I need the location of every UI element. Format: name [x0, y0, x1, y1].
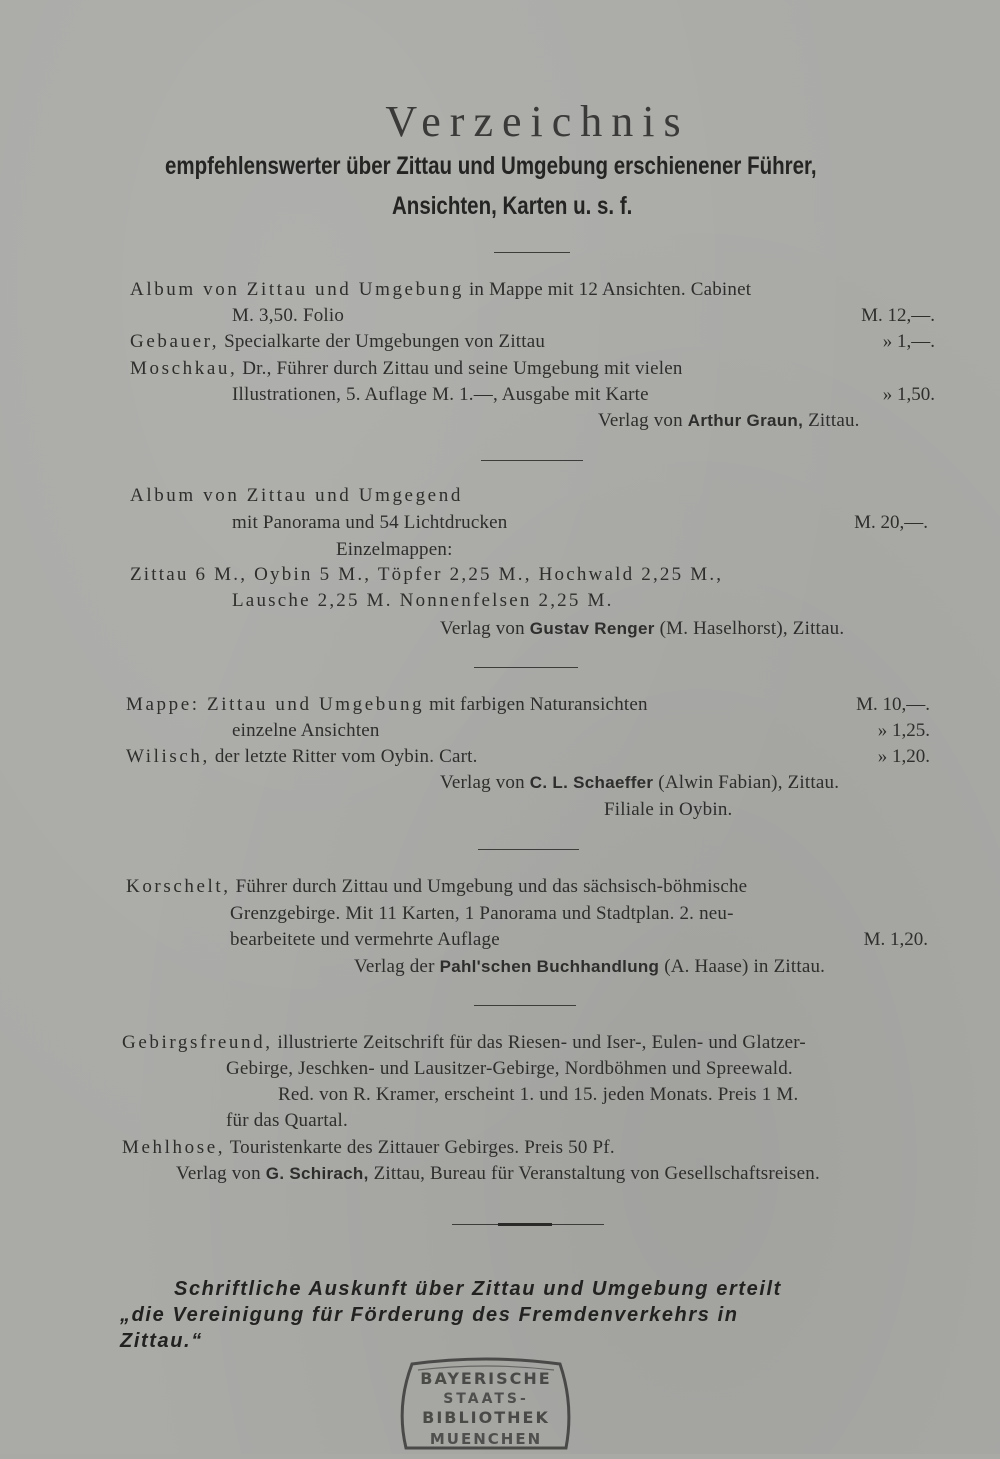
- price: M. 12,—.: [861, 305, 935, 326]
- entry-text: einzelne Ansichten: [232, 720, 380, 741]
- publisher-suffix: (M. Haselhorst), Zittau.: [659, 618, 845, 639]
- publisher-prefix: Verlag der: [354, 956, 435, 977]
- publisher-name: G. Schirach,: [265, 1164, 369, 1183]
- entry-name: Gebirgsfreund,: [122, 1032, 273, 1053]
- entry-text: bearbeitete und vermehrte Auflage: [230, 929, 500, 950]
- publisher-suffix: (A. Haase) in Zittau.: [664, 956, 826, 977]
- entry-text: M. 3,50. Folio: [232, 305, 345, 326]
- divider: [478, 849, 579, 850]
- entry-text: Einzelmappen:: [336, 539, 453, 560]
- footer-line-2: „die Vereinigung für Förderung des Fremdenverkehrs in: [120, 1304, 739, 1326]
- entry-text: für das Quartal.: [226, 1110, 348, 1131]
- publisher-line: [440, 618, 844, 640]
- entry-text: Specialkarte der Umgebungen von Zittau: [224, 331, 546, 352]
- page-title: Verzeichnis: [385, 97, 690, 146]
- entry-line: [122, 1137, 615, 1159]
- entry-text: illustrierte Zeitschrift für das Riesen- und Iser-, Eulen- und Glatzer-: [277, 1032, 806, 1053]
- price: M. 1,20.: [863, 929, 928, 950]
- entry-name: Moschkau,: [130, 358, 238, 379]
- entry-name: Album von Zittau und Umgebung: [130, 279, 464, 300]
- publisher-suffix: Zittau, Bureau für Veranstaltung von Gesellschaftsreisen.: [373, 1163, 820, 1184]
- entry-text: Zittau 6 M., Oybin 5 M., Töpfer 2,25 M., Hochwald 2,25 M.,: [130, 564, 724, 585]
- price: M. 20,—.: [854, 512, 928, 533]
- subtitle-line-2: Ansichten, Karten u. s. f.: [392, 192, 633, 220]
- entry-line: [122, 1032, 806, 1054]
- publisher-prefix: Verlag von: [176, 1163, 261, 1184]
- entry-text: Red. von R. Kramer, erscheint 1. und 15. jeden Monats. Preis 1 M.: [278, 1084, 799, 1105]
- entry-text: in Mappe mit 12 Ansichten. Cabinet: [468, 279, 752, 300]
- entry-line: [126, 876, 747, 898]
- entry-name: Wilisch,: [126, 746, 210, 767]
- entry-text: mit Panorama und 54 Lichtdrucken: [232, 512, 508, 533]
- publisher-prefix: Verlag von: [598, 410, 683, 431]
- stamp-line: STAATS-: [443, 1391, 529, 1407]
- entry-text: der letzte Ritter vom Oybin. Cart.: [214, 746, 478, 767]
- publisher-line: [176, 1163, 820, 1185]
- price: » 1,50.: [882, 384, 935, 405]
- price: » 1,—.: [882, 331, 935, 352]
- entry-name: Gebauer,: [130, 331, 220, 352]
- price: M. 10,—.: [856, 694, 930, 715]
- subtitle-line-1: empfehlenswerter über Zittau und Umgebung erschienener Führer,: [165, 152, 817, 180]
- divider: [494, 252, 570, 253]
- entry-line: [126, 694, 648, 716]
- stamp-frame: [398, 1356, 574, 1454]
- divider: [481, 460, 583, 461]
- publisher-line: [598, 410, 860, 432]
- entry-text: Illustrationen, 5. Auflage M. 1.—, Ausgabe mit Karte: [232, 384, 649, 405]
- price: » 1,25.: [877, 720, 930, 741]
- publisher-name: Pahl'schen Buchhandlung: [439, 957, 660, 976]
- footer-line-1: Schriftliche Auskunft über Zittau und Umgebung erteilt: [174, 1278, 782, 1300]
- entry-text: Touristenkarte des Zittauer Gebirges. Preis 50 Pf.: [229, 1137, 615, 1158]
- entry-text: Lausche 2,25 M. Nonnenfelsen 2,25 M.: [232, 590, 614, 611]
- stamp-line: BAYERISCHE: [420, 1369, 552, 1388]
- stamp-line: BIBLIOTHEK: [422, 1408, 550, 1427]
- stamp-line: MUENCHEN: [429, 1430, 543, 1448]
- publisher-line: [354, 956, 825, 978]
- publisher-name: Gustav Renger: [529, 619, 655, 638]
- entry-text: Gebirge, Jeschken- und Lausitzer-Gebirge, Nordböhmen und Spreewald.: [226, 1058, 793, 1079]
- entry-line: [130, 331, 545, 353]
- publisher-suffix: (Alwin Fabian), Zittau.: [658, 772, 840, 793]
- entry-name: Mappe: Zittau und Umgebung: [126, 694, 425, 715]
- entry-line: [126, 746, 478, 768]
- publisher-name: C. L. Schaeffer: [529, 773, 654, 792]
- entry-name: Album von Zittau und Umgegend: [130, 485, 463, 506]
- entry-name: Korschelt,: [126, 876, 231, 897]
- divider: [474, 1005, 576, 1006]
- library-stamp: [398, 1356, 574, 1459]
- publisher-prefix: Verlag von: [440, 618, 525, 639]
- branch-note: Filiale in Oybin.: [604, 799, 733, 820]
- publisher-suffix: Zittau.: [808, 410, 860, 431]
- entry-text: Führer durch Zittau und Umgebung und das sächsisch-böhmische: [235, 876, 748, 897]
- publisher-prefix: Verlag von: [440, 772, 525, 793]
- entry-line: [130, 358, 683, 380]
- publisher-line: [440, 772, 839, 794]
- entry-line: [130, 279, 751, 301]
- publisher-name: Arthur Graun,: [687, 411, 804, 430]
- footer-line-3: Zittau.“: [120, 1330, 203, 1352]
- price: » 1,20.: [877, 746, 930, 767]
- entry-text: mit farbigen Naturansichten: [429, 694, 648, 715]
- entry-text: Dr., Führer durch Zittau und seine Umgebung mit vielen: [242, 358, 683, 379]
- divider: [474, 667, 578, 668]
- entry-name: Mehlhose,: [122, 1137, 226, 1158]
- entry-text: Grenzgebirge. Mit 11 Karten, 1 Panorama und Stadtplan. 2. neu-: [230, 903, 734, 924]
